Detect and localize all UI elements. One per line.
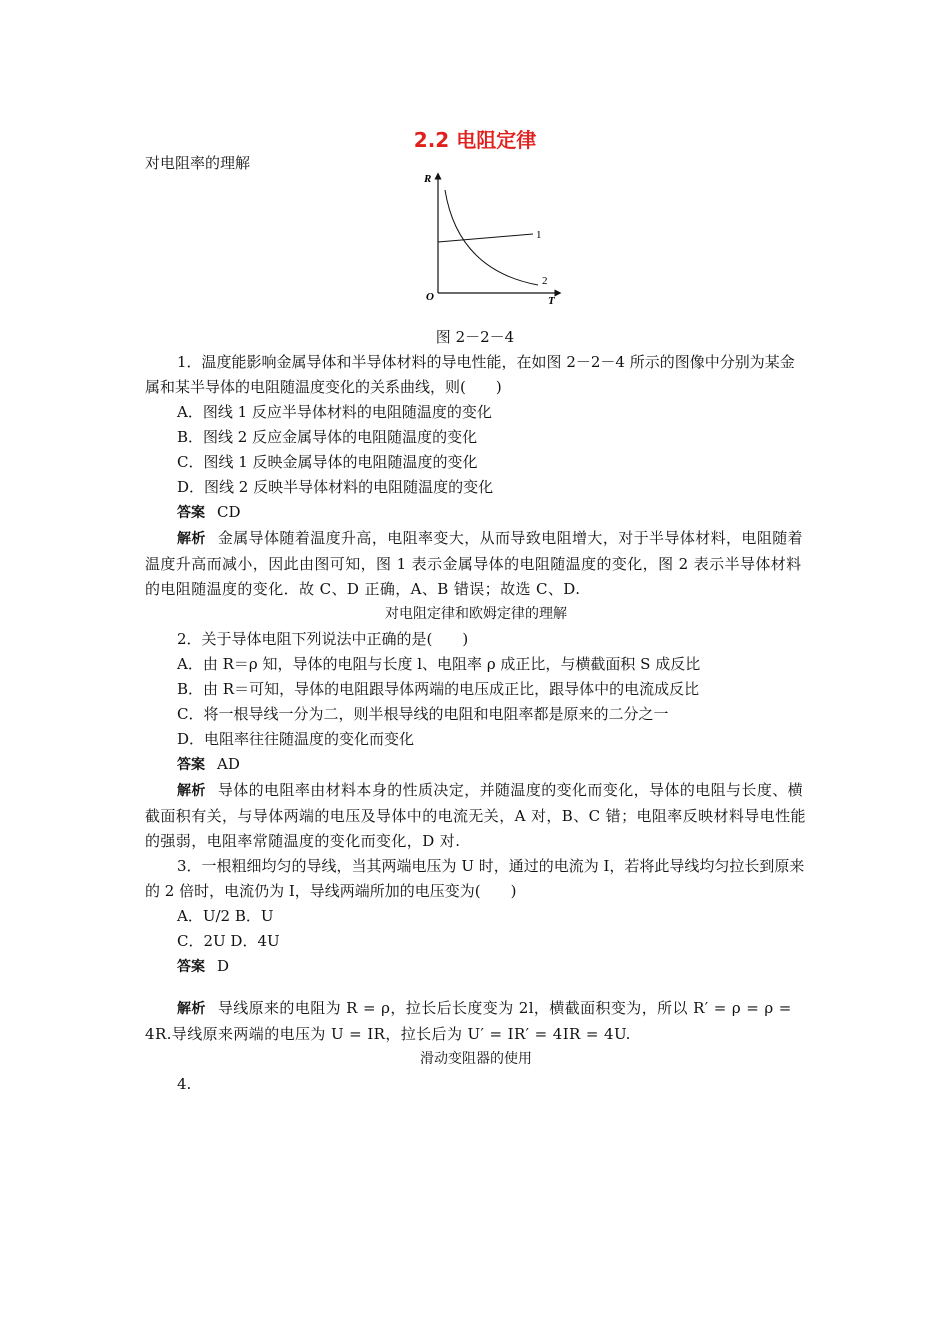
q1-answer — [145, 500, 807, 526]
curve-1 — [438, 234, 533, 242]
explanation-text: 导线原来的电阻为 R = ρ，拉长后长度变为 2l，横截面积变为，所以 R′ = ρ = ρ = 4R.导线原来两端的电压为 U = IR，拉长后为 U′ = IR′ = 4IR = 4U. — [145, 999, 792, 1043]
explanation-label: 解析 — [177, 1001, 206, 1017]
explanation-label: 解析 — [177, 783, 206, 799]
figure-caption: 图 2－2－4 — [435, 328, 515, 346]
section-heading-ohm: 对电阻定律和欧姆定律的理解 — [385, 606, 567, 622]
q3-explanation — [145, 996, 807, 1047]
q3-options-cd: C．2U D．4U — [177, 932, 280, 950]
answer-label: 答案 — [177, 959, 205, 975]
q2-stem: 2．关于导体电阻下列说法中正确的是( ) — [177, 630, 469, 648]
curve-1-label: 1 — [536, 229, 542, 241]
answer-value: CD — [217, 503, 241, 521]
q3-options-ab: A．U/2 B．U — [177, 907, 274, 925]
curve-2-label: 2 — [542, 275, 548, 287]
r-t-graph — [418, 170, 568, 310]
axis-x-label: T — [548, 295, 555, 307]
explanation-text: 导体的电阻率由材料本身的性质决定，并随温度的变化而变化，导体的电阻与长度、横截面积有关，与导体两端的电压及导体中的电流无关，A 对，B、C 错；电阻率反映材料导电性能的强弱，电阻率常随温度的变化而变化，D 对. — [145, 781, 806, 850]
section-heading-rheostat: 滑动变阻器的使用 — [420, 1051, 532, 1067]
q1-option-a: A．图线 1 反应半导体材料的电阻随温度的变化 — [177, 403, 492, 421]
spacer — [145, 980, 807, 996]
q1-explanation — [145, 526, 807, 602]
q1-option-c: C．图线 1 反映金属导体的电阻随温度的变化 — [177, 453, 478, 471]
explanation-text: 金属导体随着温度升高，电阻率变大，从而导致电阻增大，对于半导体材料，电阻随着温度升高而减小，因此由图可知，图 1 表示金属导体的电阻随温度的变化，图 2 表示半导体材料的电阻随温度的变化．故 C、D 正确，A、B 错误；故选 C、D. — [145, 529, 804, 598]
page-title: 2.2 电阻定律 — [413, 128, 537, 152]
answer-value: D — [217, 957, 230, 975]
q2-option-b: B．由 R＝可知，导体的电阻跟导体两端的电压成正比，跟导体中的电流成反比 — [177, 680, 700, 698]
q2-option-c: C．将一根导线一分为二，则半根导线的电阻和电阻率都是原来的二分之一 — [177, 705, 669, 723]
explanation-label: 解析 — [177, 531, 206, 547]
q3-stem: 3．一根粗细均匀的导线，当其两端电压为 U 时，通过的电流为 I，若将此导线均匀拉长到原来的 2 倍时，电流仍为 I，导线两端所加的电压变为( ) — [145, 857, 805, 900]
q1-option-d: D．图线 2 反映半导体材料的电阻随温度的变化 — [177, 478, 494, 496]
q4-number: 4. — [177, 1075, 192, 1093]
main-content — [145, 350, 807, 1097]
q1-option-b: B．图线 2 反应金属导体的电阻随温度的变化 — [177, 428, 478, 446]
q2-answer — [145, 752, 807, 778]
answer-label: 答案 — [177, 757, 205, 773]
q2-option-d: D．电阻率往往随温度的变化而变化 — [177, 730, 415, 748]
q1-stem: 1．温度能影响金属导体和半导体材料的导电性能，在如图 2－2－4 所示的图像中分别为某金属和某半导体的电阻随温度变化的关系曲线，则( ) — [145, 353, 795, 396]
answer-value: AD — [217, 755, 240, 773]
origin-label: O — [426, 291, 434, 303]
q2-explanation — [145, 778, 807, 854]
section-heading-resistivity: 对电阻率的理解 — [145, 154, 251, 172]
axis-y-label: R — [424, 173, 432, 185]
q2-option-a: A．由 R＝ρ 知，导体的电阻与长度 l、电阻率 ρ 成正比，与横截面积 S 成反比 — [177, 655, 701, 673]
q3-answer — [145, 954, 807, 980]
answer-label: 答案 — [177, 505, 205, 521]
